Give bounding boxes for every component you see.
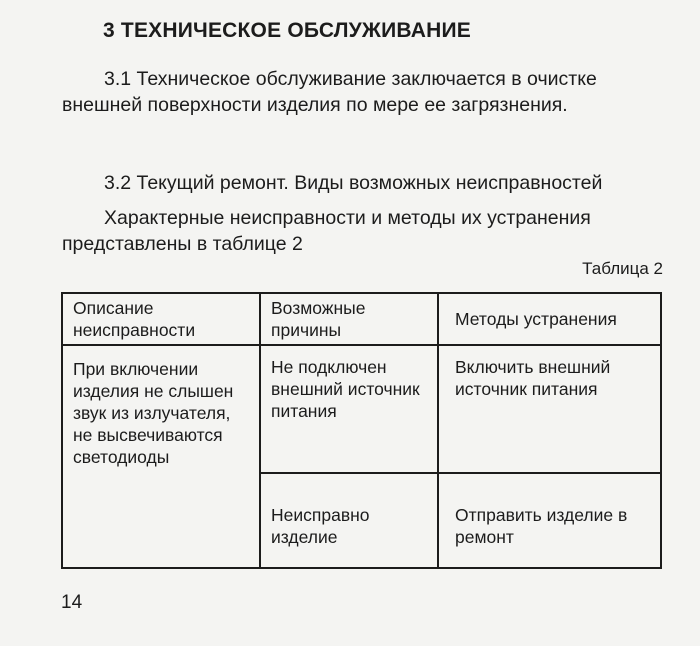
section-heading: 3 ТЕХНИЧЕСКОЕ ОБСЛУЖИВАНИЕ xyxy=(103,19,471,42)
table-header-row xyxy=(62,293,661,345)
table-caption: Таблица 2 xyxy=(582,259,663,278)
table-row xyxy=(62,345,661,473)
remedy-cell: Включить внешний источник питания xyxy=(438,345,661,473)
page-number: 14 xyxy=(61,592,83,613)
paragraph-maintenance: 3.1 Техническое обслуживание заключается в очистке внешней поверхности изделия по мере ее загрязнения. xyxy=(62,68,597,116)
header-description: Описание неисправности xyxy=(62,293,260,345)
header-remedies: Методы устранения xyxy=(438,293,661,345)
faults-table xyxy=(61,292,662,569)
cause-cell: Неисправно изделие xyxy=(260,473,438,568)
paragraph-table-intro: Характерные неисправности и методы их устранения представлены в таблице 2 xyxy=(62,207,591,255)
fault-description-cell: При включении изделия не слышен звук из излучателя, не высвечиваются светодиоды xyxy=(62,345,260,568)
header-causes: Возможные причины xyxy=(260,293,438,345)
cause-cell: Не подключен внешний источник питания xyxy=(260,345,438,473)
paragraph-current-repair: 3.2 Текущий ремонт. Виды возможных неисправностей xyxy=(104,172,603,194)
remedy-cell: Отправить изделие в ремонт xyxy=(438,473,661,568)
